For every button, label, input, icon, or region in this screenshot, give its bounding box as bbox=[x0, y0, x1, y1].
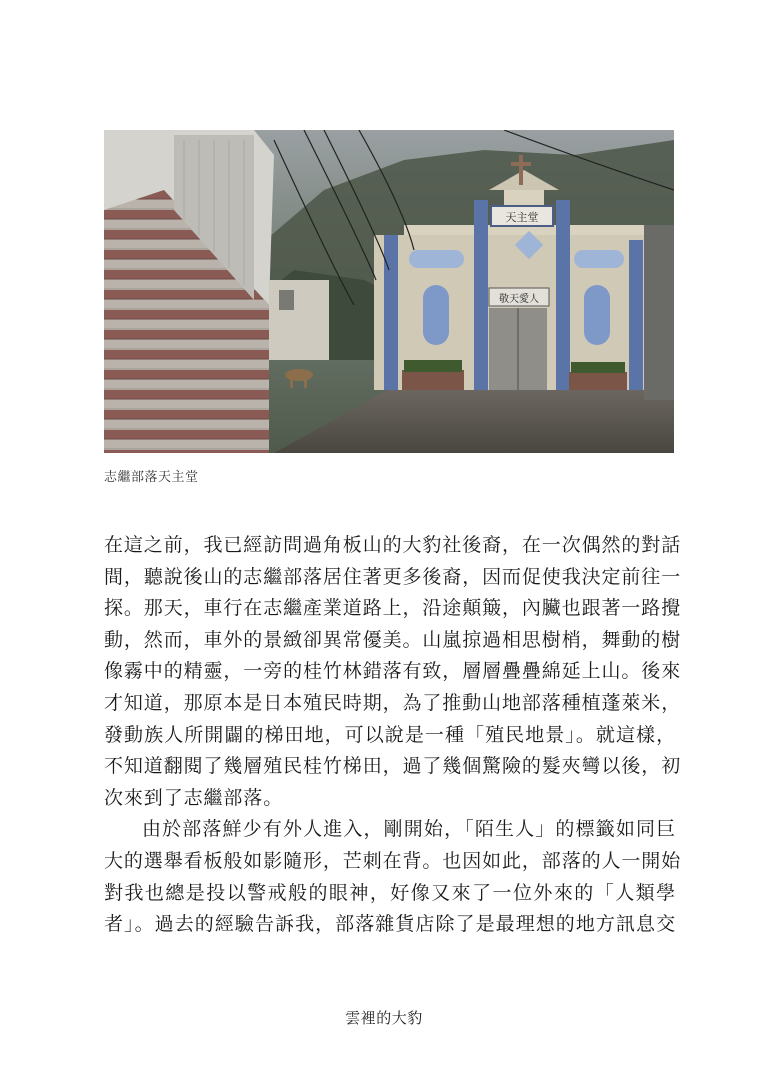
text-line: 由於部落鮮少有外人進入，剛開始，「陌生人」的標籤如同巨 bbox=[142, 818, 676, 841]
text-line: 像霧中的精靈，一旁的桂竹林錯落有致，層層疊疊綿延上山。後來 bbox=[104, 660, 682, 683]
church-photo bbox=[104, 130, 674, 453]
text-line: 間，聽說後山的志繼部落居住著更多後裔，因而促使我決定前往一 bbox=[104, 565, 682, 588]
book-title-footer: 雲裡的大豹 bbox=[345, 1009, 423, 1027]
text-line: 發動族人所開闢的梯田地，可以說是一種「殖民地景」。就這樣， bbox=[104, 723, 676, 746]
text-line: 在這之前，我已經訪問過角板山的大豹社後裔，在一次偶然的對話 bbox=[104, 534, 682, 556]
article-body bbox=[104, 530, 682, 941]
text-line: 對我也總是投以警戒般的眼神，好像又來了一位外來的「人類學 bbox=[104, 881, 676, 904]
church-sign-door: 敬天愛人 bbox=[499, 294, 539, 305]
paragraph-2 bbox=[104, 814, 682, 940]
text-line: 大的選舉看板般如影隨形，芒刺在背。也因如此，部落的人一開始 bbox=[104, 849, 682, 872]
church-sign-top: 天主堂 bbox=[505, 211, 539, 224]
paragraph-1 bbox=[104, 530, 682, 814]
text-line: 才知道，那原本是日本殖民時期，為了推動山地部落種植蓬萊米， bbox=[104, 691, 682, 714]
text-line: 探。那天，車行在志繼產業道路上，沿途顛簸，內臟也跟著一路攪 bbox=[104, 597, 682, 620]
text-line: 動，然而，車外的景緻卻異常優美。山嵐掠過相思樹梢，舞動的樹 bbox=[104, 628, 682, 651]
text-line: 者」。過去的經驗告訴我，部落雜貨店除了是最理想的地方訊息交 bbox=[104, 913, 676, 936]
text-line: 次來到了志繼部落。 bbox=[104, 786, 284, 809]
photo-caption: 志繼部落天主堂 bbox=[104, 470, 199, 485]
text-line: 不知道翻閱了幾層殖民桂竹梯田，過了幾個驚險的髮夾彎以後，初 bbox=[104, 755, 682, 778]
